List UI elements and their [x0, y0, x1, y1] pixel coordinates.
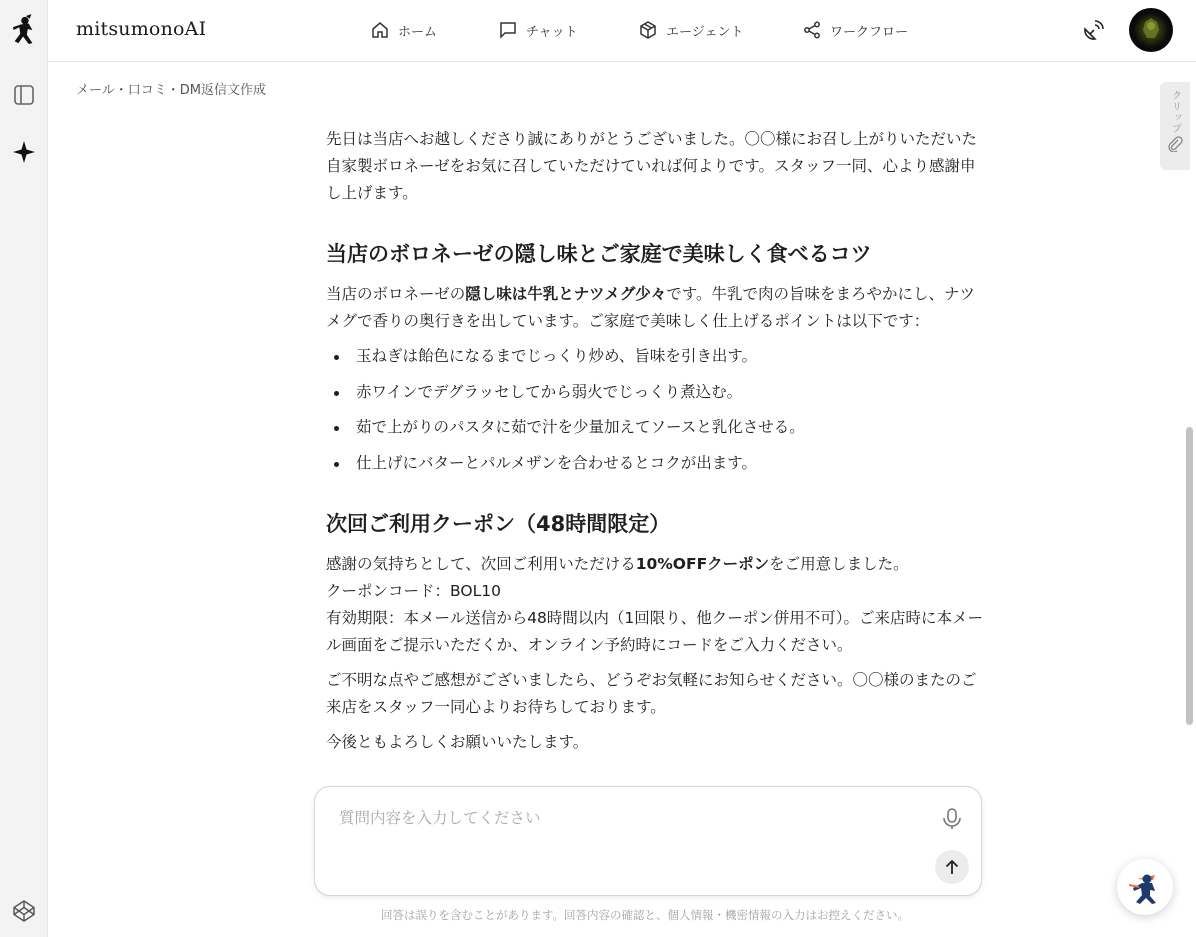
- cube-icon: [638, 20, 658, 40]
- home-icon: [370, 20, 390, 40]
- p2-text-post: をご用意しました。: [769, 554, 909, 573]
- chat-input-box: [314, 786, 982, 896]
- assistant-fab[interactable]: [1117, 859, 1173, 915]
- p1-text-pre: 当店のボロネーゼの: [326, 285, 466, 303]
- nav-workflow-label: ワークフロー: [830, 24, 909, 40]
- nav-chat-label: チャット: [526, 24, 578, 40]
- question-input[interactable]: [339, 805, 899, 831]
- nav-home[interactable]: [370, 18, 437, 42]
- nav-agent-label: エージェント: [666, 24, 744, 40]
- satellite-dish-icon[interactable]: [1081, 19, 1105, 43]
- list-item: 茹で上がりのパスタに茹で汁を少量加えてソースと乳化させる。: [326, 414, 986, 441]
- list-item: 玉ねぎは飴色になるまでじっくり炒め、旨味を引き出す。: [326, 343, 986, 370]
- left-rail: [0, 0, 48, 937]
- p2-text-bold: 10%OFFクーポン: [635, 554, 770, 573]
- list-item: 仕上げにバターとパルメザンを合わせるとコクが出ます。: [326, 450, 986, 477]
- sparkle-icon[interactable]: [10, 138, 38, 166]
- coupon-code-label: クーポンコード：: [326, 581, 451, 600]
- message-content: [326, 126, 986, 778]
- share-icon: [802, 20, 822, 40]
- section-heading-coupon: 次回ご利用クーポン（48時間限定）: [326, 511, 671, 536]
- coupon-code: BOL10: [450, 581, 501, 600]
- clip-label: クリップ: [1169, 90, 1181, 134]
- disclaimer-text: 回答は誤りを含むことがあります。回答内容の確認と、個人情報・機密情報の入力はお控えください。: [380, 908, 910, 922]
- intro-paragraph: 先日は当店へお越しくださり誠にありがとうございました。〇〇様にお召し上がりいただいた自家製ボロネーゼをお気に召していただけていれば何よりです。スタッフ一同、心より感謝申し上げます。: [326, 130, 978, 202]
- top-bar: [48, 0, 1196, 62]
- user-avatar[interactable]: [1129, 8, 1173, 52]
- closing-line: 今後ともよろしくお願いいたします。: [326, 732, 589, 751]
- p1-text-bold: 隠し味は牛乳とナツメグ少々: [465, 285, 667, 303]
- section-heading-bolognese: 当店のボロネーゼの隠し味とご家庭で美味しく食べるコツ: [326, 242, 872, 266]
- p1-text-post: です。牛乳で肉の旨味をまろやかにし、ナツメグで香りの奥行きを出しています。ご家庭で美味しく仕上げるポイントは以下です：: [326, 285, 975, 330]
- p2-text-pre: 感謝の気持ちとして、次回ご利用いただける: [326, 554, 636, 573]
- sidebar-toggle-icon[interactable]: [10, 81, 38, 109]
- paperclip-icon: [1167, 136, 1183, 152]
- nav-agent[interactable]: [638, 18, 743, 42]
- send-button[interactable]: [935, 850, 969, 884]
- ninja-logo-icon[interactable]: [10, 16, 38, 44]
- secret-ingredient-paragraph: [326, 281, 986, 335]
- microphone-icon[interactable]: [941, 807, 963, 831]
- list-item: 赤ワインでデグラッセしてから弱火でじっくり煮込む。: [326, 379, 986, 406]
- brand-name[interactable]: mitsumonoAI: [76, 18, 207, 40]
- nav-home-label: ホーム: [398, 24, 438, 40]
- breadcrumb[interactable]: メール・口コミ・DM返信文作成: [76, 83, 266, 98]
- ninja-mascot-icon: [1125, 867, 1165, 907]
- content-scrollbar[interactable]: [1182, 62, 1196, 778]
- closing-paragraph: ご不明な点やご感想がございましたら、どうぞお気軽にお知らせください。〇〇様のまたのご来店をスタッフ一同心よりお待ちしております。: [326, 670, 977, 716]
- scroll-thumb[interactable]: [1186, 427, 1193, 725]
- tips-list: [326, 343, 986, 477]
- nav-workflow[interactable]: [802, 18, 908, 42]
- coupon-paragraph: [326, 551, 986, 659]
- validity-text: 有効期限：本メール送信から48時間以内（1回限り、他クーポン併用不可）。ご来店時に本メール画面をご提示いただくか、オンライン予約時にコードをご入力ください。: [326, 608, 984, 654]
- arrow-up-icon: [943, 858, 961, 876]
- nav-chat[interactable]: [498, 18, 578, 42]
- chat-icon: [498, 20, 518, 40]
